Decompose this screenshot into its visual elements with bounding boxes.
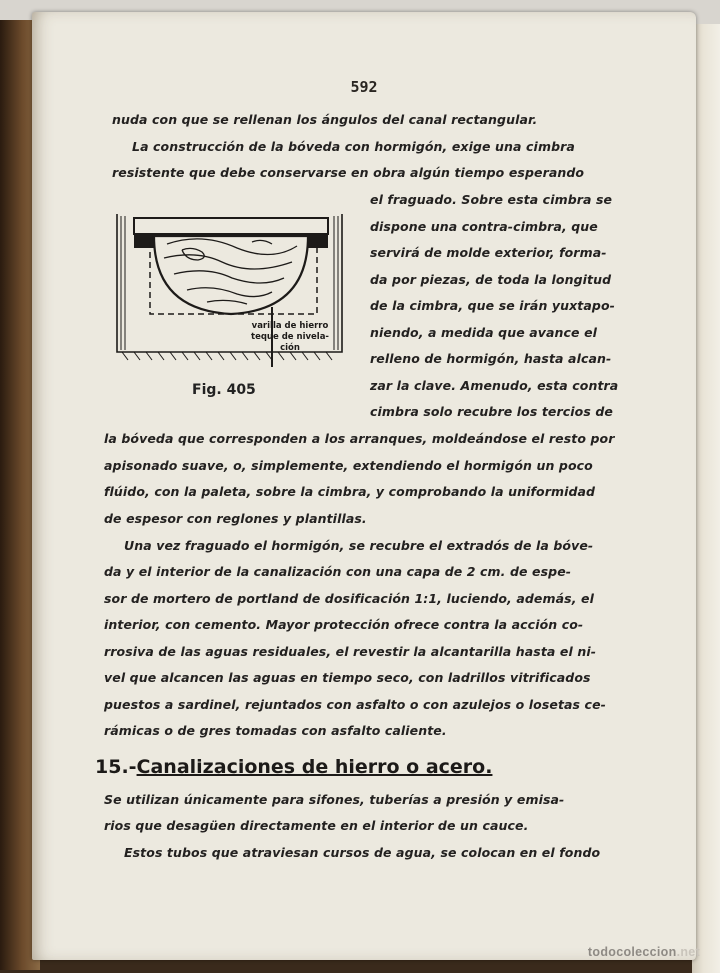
text-line: da por piezas, de toda la longitud xyxy=(370,272,612,287)
text-line: vel que alcancen las aguas en tiempo seco, con ladrillos vitrificados xyxy=(104,670,591,685)
text-line: Una vez fraguado el hormigón, se recubre el extradós de la bóve- xyxy=(124,538,594,553)
watermark-brand: todocoleccion xyxy=(587,945,677,959)
text-line: de la cimbra, que se irán yuxtapo- xyxy=(370,298,615,313)
text-line: de espesor con reglones y plantillas. xyxy=(104,511,367,526)
figure-caption: Fig. 405 xyxy=(192,382,256,398)
figure-label-leveling: teque de nivela- xyxy=(251,332,329,342)
figure-label-rod: varilla de hierro xyxy=(251,321,329,331)
text-line: Se utilizan únicamente para sifones, tuberías a presión y emisa- xyxy=(104,792,565,807)
text-line: Estos tubos que atraviesan cursos de agua, se colocan en el fondo xyxy=(124,845,601,860)
watermark-suffix: .net xyxy=(676,945,700,959)
text-line: resistente que debe conservarse en obra algún tiempo esperando xyxy=(112,165,585,180)
text-line: rios que desagüen directamente en el interior de un cauce. xyxy=(104,818,529,833)
text-line: puestos a sardinel, rejuntados con asfalto o con azulejos o losetas ce- xyxy=(104,697,606,712)
section-number: 15.- xyxy=(95,756,137,778)
page-number: 592 xyxy=(350,78,378,96)
figure-label-leveling-end: ción xyxy=(280,343,300,353)
watermark xyxy=(588,945,700,959)
section-heading xyxy=(95,756,492,778)
text-line: niendo, a medida que avance el xyxy=(370,325,598,340)
text-line: cimbra solo recubre los tercios de xyxy=(370,404,613,419)
text-line: servirá de molde exterior, forma- xyxy=(370,245,607,260)
text-line: La construcción de la bóveda con hormigón, exige una cimbra xyxy=(132,139,575,154)
vault-cross-section-drawing xyxy=(112,202,352,367)
book-page xyxy=(32,12,696,960)
page-edges xyxy=(692,24,720,973)
section-title: Canalizaciones de hierro o acero. xyxy=(136,756,493,778)
text-line: rámicas o de gres tomadas con asfalto caliente. xyxy=(104,723,447,738)
text-line: relleno de hormigón, hasta alcan- xyxy=(370,351,612,366)
text-line: da y el interior de la canalización con una capa de 2 cm. de espe- xyxy=(104,564,572,579)
text-line: apisonado suave, o, simplemente, extendiendo el hormigón un poco xyxy=(104,458,593,473)
text-line: el fraguado. Sobre esta cimbra se xyxy=(370,192,613,207)
text-line: nuda con que se rellenan los ángulos del canal rectangular. xyxy=(112,112,538,127)
text-line: flúido, con la paleta, sobre la cimbra, y comprobando la uniformidad xyxy=(104,484,596,499)
figure-405 xyxy=(112,202,352,367)
text-line: rrosiva de las aguas residuales, el revestir la alcantarilla hasta el ni- xyxy=(104,644,596,659)
text-line: zar la clave. Amenudo, esta contra xyxy=(370,378,619,393)
text-line: sor de mortero de portland de dosificación 1:1, luciendo, además, el xyxy=(104,591,594,606)
text-line: la bóveda que corresponden a los arranques, moldeándose el resto por xyxy=(104,431,615,446)
text-line: interior, con cemento. Mayor protección ofrece contra la acción co- xyxy=(104,617,584,632)
text-line: dispone una contra-cimbra, que xyxy=(370,219,598,234)
